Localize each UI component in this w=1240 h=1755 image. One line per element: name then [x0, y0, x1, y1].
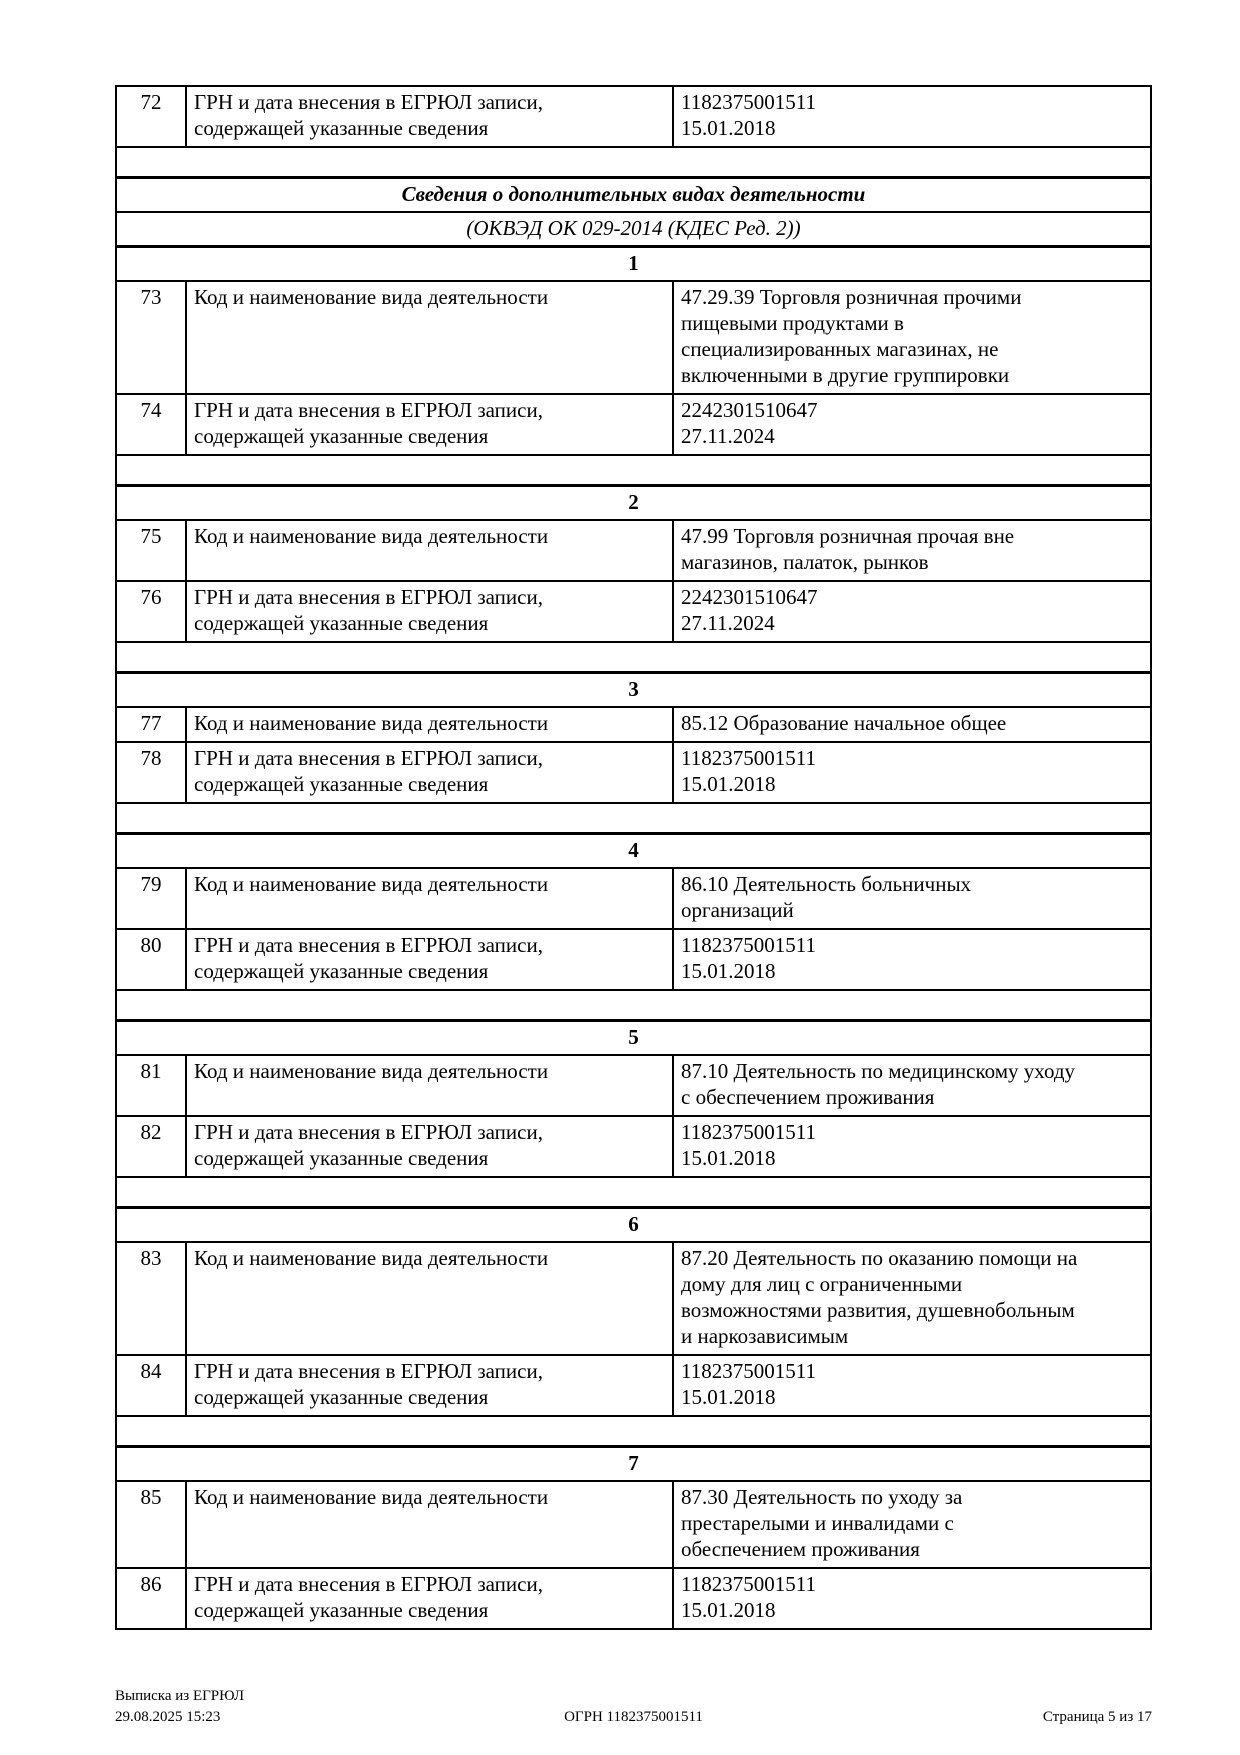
- row-value-line: возможностями развития, душевнобольным: [681, 1298, 1075, 1322]
- row-value-line: организаций: [681, 898, 794, 922]
- row-number: 83: [117, 1243, 187, 1354]
- row-value: [674, 1482, 1150, 1567]
- table-row: [117, 393, 1150, 454]
- row-value-line: 1182375001511: [681, 90, 816, 114]
- row-value-line: пищевыми продуктами в: [681, 311, 904, 335]
- row-value: [674, 282, 1150, 393]
- row-number: 75: [117, 521, 187, 580]
- row-value: [674, 1243, 1150, 1354]
- row-label: [187, 743, 674, 802]
- row-label: [187, 87, 674, 146]
- row-label-line: Код и наименование вида деятельности: [194, 872, 549, 896]
- section-number-row: [117, 245, 1150, 280]
- row-label: [187, 930, 674, 989]
- spacer-row: [117, 1176, 1150, 1206]
- row-value-line: 87.10 Деятельность по медицинскому уходу: [681, 1059, 1076, 1083]
- row-label-line: ГРН и дата внесения в ЕГРЮЛ записи,: [194, 398, 543, 422]
- row-label-line: ГРН и дата внесения в ЕГРЮЛ записи,: [194, 1120, 543, 1144]
- row-number: 82: [117, 1117, 187, 1176]
- section-number: 3: [628, 677, 639, 701]
- row-label: [187, 1117, 674, 1176]
- row-label-line: содержащей указанные сведения: [194, 611, 489, 635]
- row-label-line: содержащей указанные сведения: [194, 116, 489, 140]
- table-row: [117, 867, 1150, 928]
- row-label-line: ГРН и дата внесения в ЕГРЮЛ записи,: [194, 746, 543, 770]
- row-value-line: 87.20 Деятельность по оказанию помощи на: [681, 1246, 1078, 1270]
- table-row: [117, 1354, 1150, 1415]
- section-number-row: [117, 671, 1150, 706]
- section-number: 2: [628, 490, 639, 514]
- row-value: [674, 582, 1150, 641]
- row-label-line: содержащей указанные сведения: [194, 959, 489, 983]
- footer-datetime: 29.08.2025 15:23: [115, 1709, 221, 1725]
- row-value: [674, 1117, 1150, 1176]
- section-number: 6: [628, 1212, 639, 1236]
- row-label: [187, 582, 674, 641]
- row-value-line: 27.11.2024: [681, 611, 775, 635]
- table-row: [117, 741, 1150, 802]
- row-value-line: 85.12 Образование начальное общее: [681, 711, 1007, 735]
- row-label-line: содержащей указанные сведения: [194, 1146, 489, 1170]
- row-number: 78: [117, 743, 187, 802]
- row-value-line: 86.10 Деятельность больничных: [681, 872, 972, 896]
- row-value-line: 1182375001511: [681, 746, 816, 770]
- row-value: [674, 521, 1150, 580]
- row-number: 85: [117, 1482, 187, 1567]
- row-value-line: обеспечением проживания: [681, 1537, 920, 1561]
- row-label-line: содержащей указанные сведения: [194, 772, 489, 796]
- spacer-row: [117, 989, 1150, 1019]
- row-value: [674, 869, 1150, 928]
- page-footer: [115, 1686, 1152, 1728]
- table-header-title: Сведения о дополнительных видах деятельности: [401, 182, 866, 206]
- table-row: [117, 87, 1150, 146]
- row-value: [674, 1356, 1150, 1415]
- table-row: [117, 706, 1150, 741]
- row-label-line: ГРН и дата внесения в ЕГРЮЛ записи,: [194, 1359, 543, 1383]
- row-label: [187, 282, 674, 393]
- section-number-row: [117, 1019, 1150, 1054]
- row-number: 81: [117, 1056, 187, 1115]
- row-label: [187, 708, 674, 741]
- row-value-line: 27.11.2024: [681, 424, 775, 448]
- row-value-line: 47.99 Торговля розничная прочая вне: [681, 524, 1015, 548]
- row-number: 76: [117, 582, 187, 641]
- row-number: 86: [117, 1569, 187, 1628]
- row-label-line: содержащей указанные сведения: [194, 1385, 489, 1409]
- egrul-table: [115, 85, 1152, 1630]
- table-header-subtitle: (ОКВЭД ОК 029-2014 (КДЕС Ред. 2)): [466, 216, 801, 240]
- section-number: 5: [628, 1025, 639, 1049]
- row-value-line: 1182375001511: [681, 1359, 816, 1383]
- row-value-line: 15.01.2018: [681, 772, 776, 796]
- table-row: [117, 928, 1150, 989]
- table-row: [117, 1054, 1150, 1115]
- row-value-line: 15.01.2018: [681, 116, 776, 140]
- row-value: [674, 87, 1150, 146]
- row-value-line: 15.01.2018: [681, 1146, 776, 1170]
- row-number: 74: [117, 395, 187, 454]
- table-row: [117, 1115, 1150, 1176]
- spacer-row: [117, 802, 1150, 832]
- row-label-line: Код и наименование вида деятельности: [194, 711, 549, 735]
- row-value: [674, 743, 1150, 802]
- table-row: [117, 1241, 1150, 1354]
- row-label-line: содержащей указанные сведения: [194, 424, 489, 448]
- row-number: 84: [117, 1356, 187, 1415]
- section-number: 1: [628, 251, 639, 275]
- row-label-line: Код и наименование вида деятельности: [194, 524, 549, 548]
- row-value-line: 1182375001511: [681, 1572, 816, 1596]
- row-value-line: 87.30 Деятельность по уходу за: [681, 1485, 963, 1509]
- row-value: [674, 708, 1150, 741]
- row-number: 79: [117, 869, 187, 928]
- row-value-line: 1182375001511: [681, 1120, 816, 1144]
- row-value-line: магазинов, палаток, рынков: [681, 550, 929, 574]
- row-value-line: престарелыми и инвалидами с: [681, 1511, 954, 1535]
- row-value-line: 1182375001511: [681, 933, 816, 957]
- table-row: [117, 580, 1150, 641]
- spacer-row: [117, 641, 1150, 671]
- row-value-line: 15.01.2018: [681, 1598, 776, 1622]
- row-label-line: ГРН и дата внесения в ЕГРЮЛ записи,: [194, 585, 543, 609]
- row-label-line: ГРН и дата внесения в ЕГРЮЛ записи,: [194, 1572, 543, 1596]
- row-value: [674, 1569, 1150, 1628]
- row-value-line: 2242301510647: [681, 585, 818, 609]
- row-number: 77: [117, 708, 187, 741]
- section-number: 7: [628, 1451, 639, 1475]
- row-label-line: содержащей указанные сведения: [194, 1598, 489, 1622]
- row-label: [187, 1056, 674, 1115]
- row-value-line: специализированных магазинах, не: [681, 337, 999, 361]
- section-number: 4: [628, 838, 639, 862]
- row-label-line: Код и наименование вида деятельности: [194, 285, 549, 309]
- table-row: [117, 1480, 1150, 1567]
- row-value-line: 2242301510647: [681, 398, 818, 422]
- row-label-line: ГРН и дата внесения в ЕГРЮЛ записи,: [194, 90, 543, 114]
- row-label: [187, 1569, 674, 1628]
- row-label: [187, 395, 674, 454]
- row-value-line: 15.01.2018: [681, 959, 776, 983]
- table-row: [117, 519, 1150, 580]
- row-value-line: с обеспечением проживания: [681, 1085, 935, 1109]
- spacer-row: [117, 454, 1150, 484]
- row-value-line: дому для лиц с ограниченными: [681, 1272, 963, 1296]
- row-label: [187, 1356, 674, 1415]
- section-number-row: [117, 484, 1150, 519]
- row-value-line: включенными в другие группировки: [681, 363, 1010, 387]
- footer-left: [115, 1686, 461, 1728]
- table-header-title-row: [117, 176, 1150, 211]
- row-number: 72: [117, 87, 187, 146]
- footer-doc-title: Выписка из ЕГРЮЛ: [115, 1688, 244, 1704]
- row-number: 80: [117, 930, 187, 989]
- row-label-line: ГРН и дата внесения в ЕГРЮЛ записи,: [194, 933, 543, 957]
- row-number: 73: [117, 282, 187, 393]
- section-number-row: [117, 1445, 1150, 1480]
- section-number-row: [117, 832, 1150, 867]
- row-label-line: Код и наименование вида деятельности: [194, 1485, 549, 1509]
- row-label: [187, 521, 674, 580]
- row-value: [674, 930, 1150, 989]
- row-label-line: Код и наименование вида деятельности: [194, 1246, 549, 1270]
- spacer-row: [117, 146, 1150, 176]
- row-value: [674, 395, 1150, 454]
- row-value-line: 15.01.2018: [681, 1385, 776, 1409]
- section-number-row: [117, 1206, 1150, 1241]
- row-label: [187, 1243, 674, 1354]
- table-row: [117, 1567, 1150, 1628]
- row-value-line: 47.29.39 Торговля розничная прочими: [681, 285, 1022, 309]
- table-row: [117, 280, 1150, 393]
- footer-ogrn: ОГРН 1182375001511: [564, 1709, 703, 1725]
- row-label-line: Код и наименование вида деятельности: [194, 1059, 549, 1083]
- row-label: [187, 869, 674, 928]
- row-label: [187, 1482, 674, 1567]
- spacer-row: [117, 1415, 1150, 1445]
- row-value: [674, 1056, 1150, 1115]
- table-header-subtitle-row: [117, 211, 1150, 245]
- footer-page-number: Страница 5 из 17: [1042, 1709, 1153, 1725]
- row-value-line: и наркозависимым: [681, 1324, 849, 1348]
